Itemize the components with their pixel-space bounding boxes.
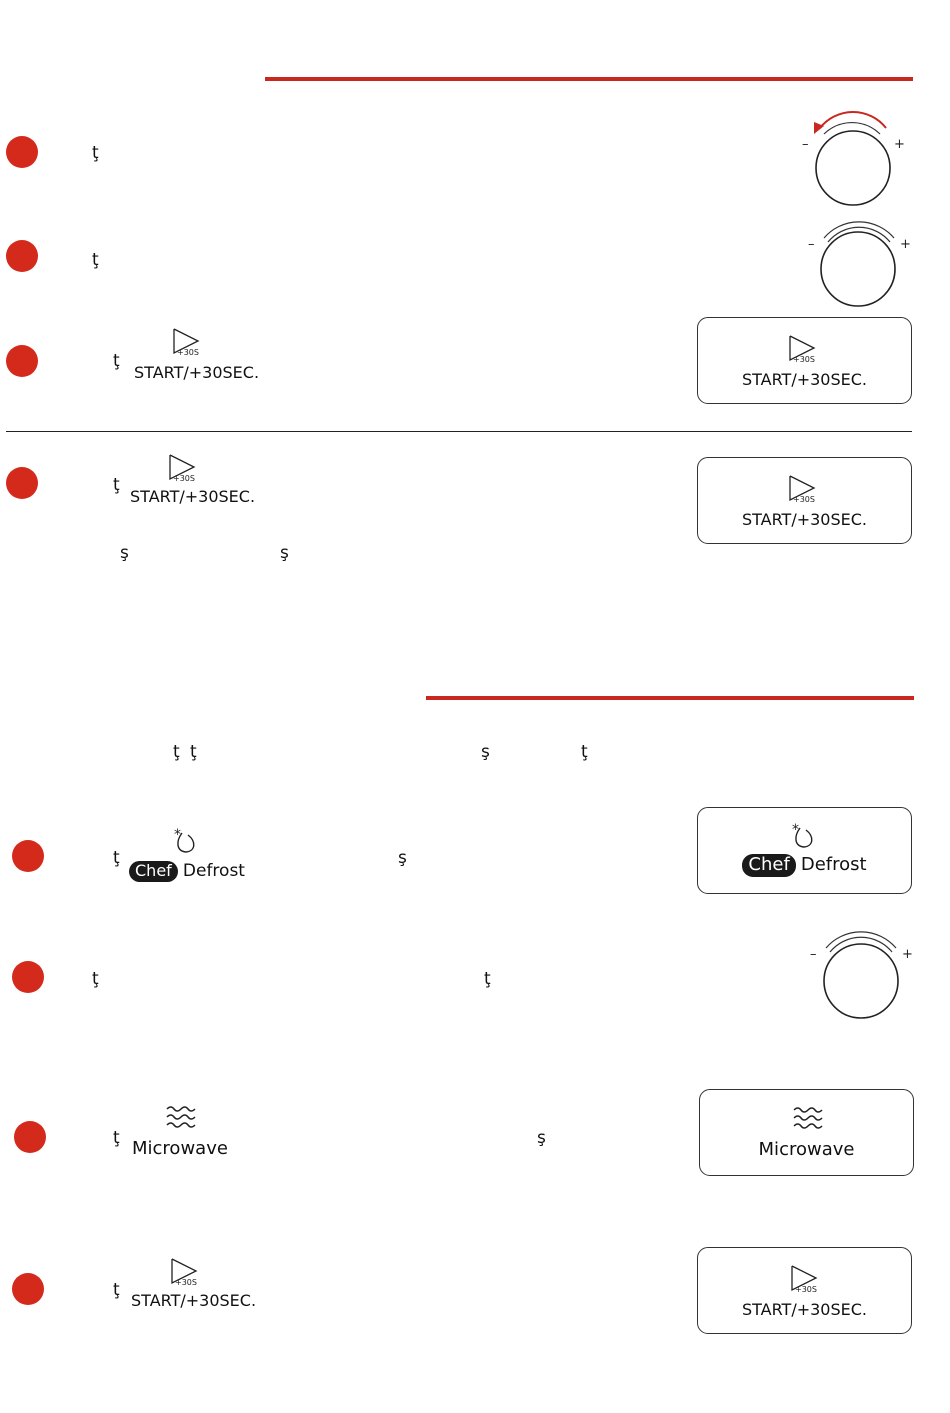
dial-minus-label: – (810, 947, 817, 962)
chef-badge: Chef (742, 854, 795, 877)
svg-text:*: * (792, 822, 799, 838)
step-1-glyph: ţ (92, 143, 99, 163)
svg-text:*: * (174, 827, 181, 843)
start-30sec-label: START/+30SEC. (741, 1300, 868, 1319)
start-play-icon (170, 1257, 206, 1289)
step-6-glyph: ţ (92, 969, 99, 989)
start-play-icon (788, 334, 824, 366)
selector-dial-icon[interactable] (806, 218, 916, 318)
start-play-icon (168, 453, 204, 485)
svg-text:+30S: +30S (175, 1278, 197, 1287)
step-3-glyph: ţ (113, 351, 120, 371)
start-play-icon (788, 474, 824, 506)
step-1-bullet (6, 136, 38, 168)
intro-glyph-1: ţ (173, 742, 180, 762)
selector-dial-icon[interactable] (808, 928, 918, 1028)
step-4-note-glyph-2: ş (280, 543, 289, 563)
dial-plus-label: + (900, 237, 911, 252)
step-6-bullet (12, 961, 44, 993)
step-4-note-glyph-1: ş (120, 543, 129, 563)
intro-glyph-2: ţ (190, 742, 197, 762)
intro-glyph-3: ş (481, 742, 490, 762)
dial-plus-label: + (902, 947, 913, 962)
step-5-glyph: ţ (113, 848, 120, 868)
step-5-bullet (12, 840, 44, 872)
step-6-extra-glyph: ţ (484, 969, 491, 989)
microwave-label: Microwave (758, 1139, 855, 1160)
svg-text:+30S: +30S (177, 348, 199, 357)
step-2-bullet (6, 240, 38, 272)
start-30sec-button[interactable] (697, 457, 912, 544)
step-7-extra-glyph: ş (537, 1128, 546, 1148)
start-30sec-label: START/+30SEC. (741, 510, 868, 529)
step-4-start-label: START/+30SEC. (130, 487, 256, 506)
start-30sec-button[interactable] (697, 1247, 912, 1334)
svg-text:+30S: +30S (795, 1285, 817, 1294)
svg-text:+30S: +30S (793, 495, 815, 504)
step-8-bullet (12, 1273, 44, 1305)
start-play-icon (172, 327, 208, 359)
dial-plus-label: + (894, 137, 905, 152)
step-8-start-label: START/+30SEC. (131, 1291, 257, 1310)
snowflake-drop-icon (172, 825, 200, 857)
svg-text:+30S: +30S (793, 355, 815, 364)
step-5-defrost-label: Chef Defrost (129, 861, 245, 882)
step-2-glyph: ţ (92, 250, 99, 270)
intro-glyph-4: ţ (581, 742, 588, 762)
step-8-glyph: ţ (113, 1280, 120, 1300)
step-7-bullet (14, 1121, 46, 1153)
dial-minus-label: – (808, 237, 815, 252)
dial-minus-label: – (802, 137, 809, 152)
svg-text:+30S: +30S (173, 474, 195, 483)
step-3-start-label: START/+30SEC. (134, 363, 260, 382)
step-5-extra-glyph: ş (398, 848, 407, 868)
section-2-rule (426, 696, 914, 700)
section-divider (6, 431, 912, 432)
start-play-icon (790, 1264, 826, 1296)
step-4-bullet (6, 467, 38, 499)
start-30sec-button[interactable] (697, 317, 912, 404)
section-1-rule (265, 77, 913, 81)
chef-defrost-button[interactable] (697, 807, 912, 894)
step-4-glyph: ţ (113, 475, 120, 495)
start-30sec-label: START/+30SEC. (741, 370, 868, 389)
defrost-label: Defrost (800, 854, 867, 875)
snowflake-drop-icon (790, 820, 818, 852)
step-7-glyph: ţ (113, 1128, 120, 1148)
step-3-bullet (6, 345, 38, 377)
microwave-button[interactable] (699, 1089, 914, 1176)
step-7-microwave-label: Microwave (132, 1138, 228, 1159)
microwave-waves-icon (792, 1106, 824, 1134)
microwave-waves-icon (165, 1105, 197, 1133)
selector-dial-rotating-icon[interactable] (800, 108, 910, 208)
chef-badge: Chef (129, 861, 178, 882)
